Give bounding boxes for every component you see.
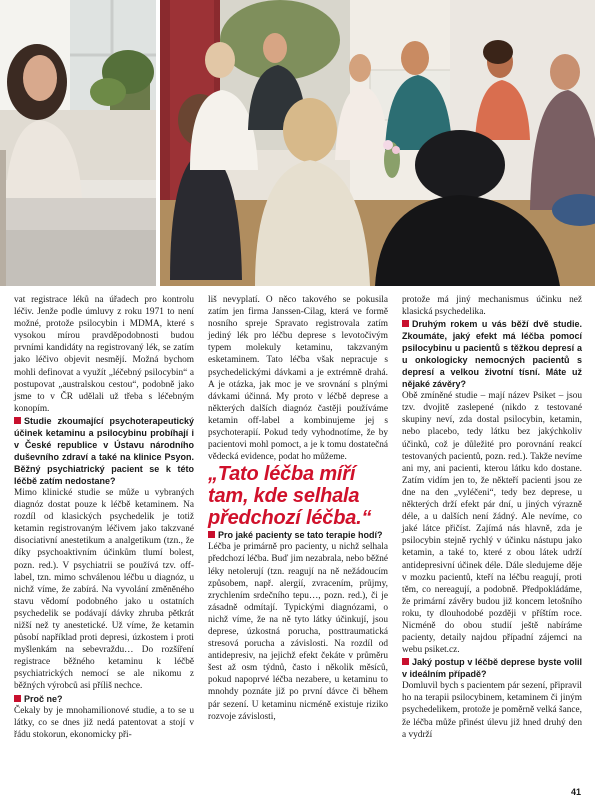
- paragraph: vat registrace léků na úřadech pro kontrolu léčiv. Jenže podle úmluvy z roku 1971 to není možné, protože psilocybin i MDMA, které s vysokou mírou pravděpodobnosti budou prvními kandidáty na registrovaný lék, se zatím jako léčivo objevit nesmějí. Možná bychom mohli definovat a využít „léčebný psilocybin“ a postupovat „australskou cestou“, podobně jako jsme to v ČR udělali už třeba s léčebným konopím.: [14, 295, 194, 414]
- red-square-icon: [14, 417, 21, 424]
- paragraph: Čekaly by je mnohamilionové studie, a to se u látky, co se dnes již nedá patentovat a stojí v řádu stokorun, ekonomicky při-: [14, 705, 194, 740]
- red-square-icon: [402, 658, 409, 665]
- interview-question: Druhým rokem u vás běží dvě studie. Zkoumáte, jaký efekt má léčba pomocí psilocybinu u pacientů s těžkou depresí a u onkologicky nemocných pacientů s depresí a velkou životní tísní. Máte už nějaké závěry?: [402, 319, 582, 390]
- paragraph: Mimo klinické studie se může u vybraných diagnóz dostat pouze k léčbě ketaminem. Na rozdíl od klasických psychedelik je totiž ketamin registrovaným léčivem jako takzvané disociativní anestetikum a analgetikum (tzn., že díky psychoaktivním účinkům tlumí bolest, pozn. red.). V psychiatrii se používá tzv. off-label, tzn. mimo schválenou léčbu u diagnóz, u nichž víme, že zabírá. Na vyvolání změněného stavu vědomí podobného jako u ostatních psychedelik se podávají dávky zhruba pětkrát nižší než ty anestetické. Už víme, že ketamin působí například proti depresi, úzkostem i proti myšlenkám na sebevraždu… Do rozšíření registrace běžného ketaminu k léčbě psychiatrických nemocí se ale nikomu z běžných výrobců asi příliš nechce.: [14, 487, 194, 692]
- red-square-icon: [402, 320, 409, 327]
- photo-group-therapy: [160, 0, 595, 286]
- text-column-1: [14, 294, 194, 741]
- page-number: 41: [570, 787, 581, 797]
- text-column-3: [402, 294, 582, 741]
- paragraph: protože má jiný mechanismus účinku než klasická psychedelika.: [402, 295, 582, 318]
- interview-question: Proč ne?: [14, 693, 194, 705]
- interview-question: Jaký postup v léčbě deprese byste volil v ideálním případě?: [402, 657, 582, 680]
- paragraph: Domluvil bych s pacientem pár sezení, připravil ho na terapii psilocybinem, ketaminem či jiným psychedelikem, protože je poměrně velká šance, že léčba může přinést úlevu již hned druhý den a vydrží: [402, 681, 582, 740]
- paragraph: Léčba je primárně pro pacienty, u nichž selhala předchozí léčba. Buď jim nezabrala, nebo běžné léky netolerují (tzn. reagují na ně nežádoucím způsobem, např. alergií, zvracením, průjmy, zrychlením srdečního tepu…, pozn. red.), či je zásadně odmítají. Typickými diagnózami, o nichž víme, že na ně tyto látky účinkují, jsou deprese, úzkostná porucha, posttraumatická stresová porucha a závislosti. Na rozdíl od antidepresiv, na jejichž efekt čekáte v průměru šest až osm týdnů, často i několik měsíců, pokud napoprvé léčba nezabere, u ketaminu to mnohdy poznáte již po první dávce či během pár sezení. U ketaminu nicméně existuje riziko rozvoje závislosti,: [208, 542, 388, 722]
- pull-quote: „Tato léčba míří tam, kde selhala předchozí léčba.“: [208, 463, 372, 530]
- photo-woman-at-window: [0, 0, 156, 286]
- red-square-icon: [208, 531, 215, 538]
- text-column-2: [208, 294, 388, 723]
- paragraph: liš nevyplatí. O něco takového se pokusila zatím jen firma Janssen-Cilag, která ve formě nosního spreje Spravato registrovala zatím jediný lék pro léčbu deprese s levotočivým typem molekuly ketaminu, takzvaným esketaminem. Tato léčba však nepracuje s psychedelickými dávkami a je extrémně drahá. A je otázka, jak moc je ve srovnání s plnými dávkami účinná. My proto v léčbě deprese a některých dalších diagnóz častěji používáme ketamin off-label a kombinujeme jej s psychoterapií. Pokud tedy vyhodnotíme, že by pacientovi mohl pomoct, a je k tomu dostatečná vědecká evidence, podat ho můžeme.: [208, 295, 388, 463]
- interview-question: Pro jaké pacienty se tato terapie hodí?: [208, 529, 388, 541]
- paragraph: Obě zmíněné studie – mají název Psiket – jsou tzv. dvojitě zaslepené (nikdo z testované skupiny neví, zda dostal psilocybin, ketamin, nebo placebo, tedy látku bez jakýchkoliv účinků, což je důležité pro porovnání reakcí testovaných pacientů, pozn. red.). Takže nevíme ani my, ani pacienti, kterou látku kdo dostane. Zatím vidím jen to, že někteří pacienti jsou ze dne na den „vyléčeni“, tedy bez deprese, u některých drží efekt pár dní, u jiných výrazně déle, a u dalších není žádný. Ale nevíme, co jaké látce přičíst. Zajímá nás hlavně, zda je psilocybin stejně rychlý v účinku nástupu jako ketamin, a také to, které z obou látek udrží antidepresivní účinek déle. Dále sledujeme děje v mozku pacientů, kteří na léčbu reagují, proti těm, co nereagují, a podobně. Předpokládáme, že primární závěry budou již koncem letošního roku, ty dlouhodobé později v příštím roce. Nicméně do obou studií ještě nabíráme pacienty, detaily najdou případní zájemci na webu psiket.cz.: [402, 391, 582, 656]
- red-square-icon: [14, 695, 21, 702]
- interview-question: Studie zkoumající psychoterapeutický účinek ketaminu a psilocybinu probíhají i v České republice v Ústavu národního duševního zdraví a také na klinice Psyon. Běžný psychiatrický pacient se k této léčbě zatím nedostane?: [14, 415, 194, 486]
